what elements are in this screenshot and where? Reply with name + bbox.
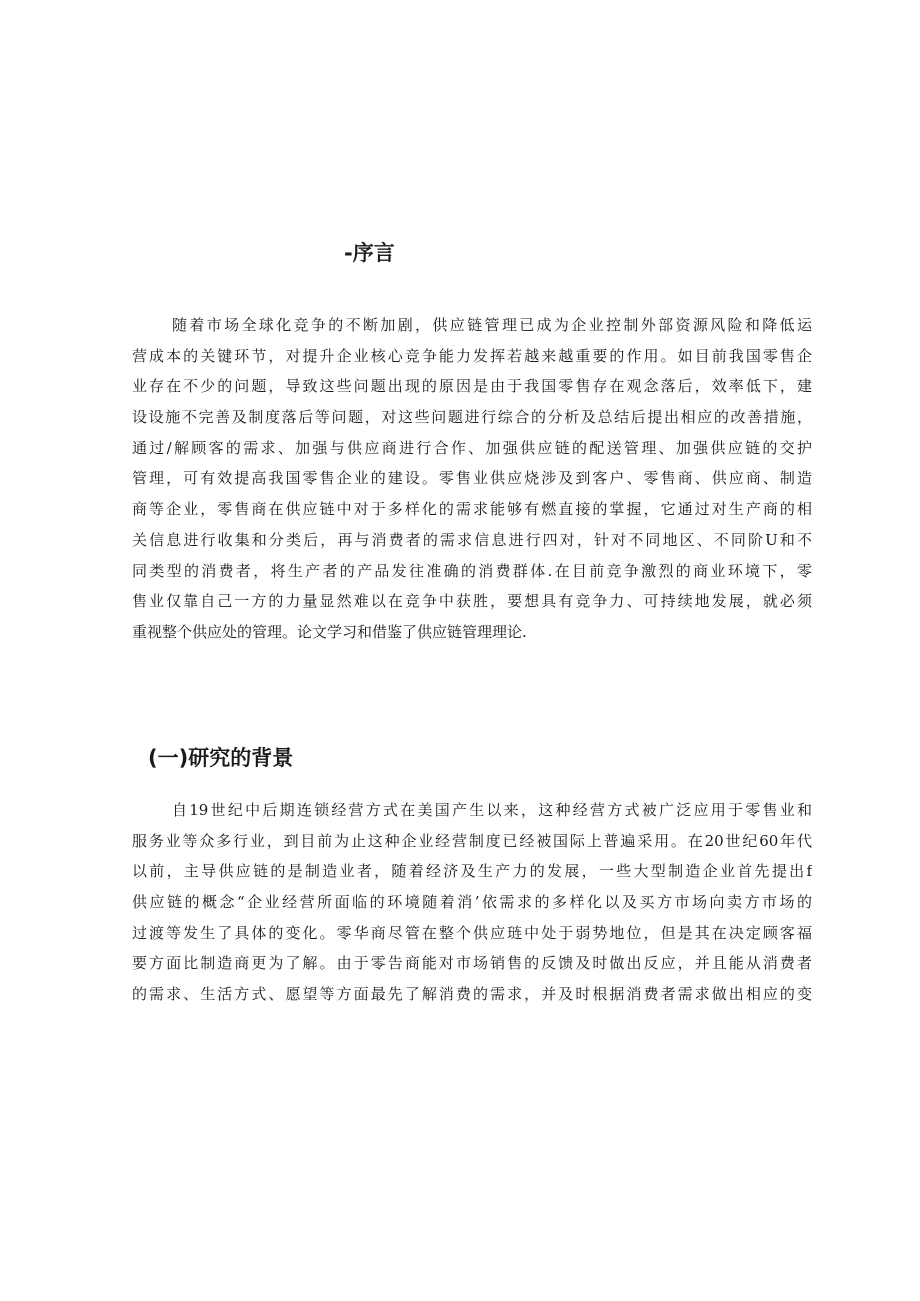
paragraph-line: 重视整个供应处的管理。论文学习和借鉴了供应链管理理论.: [132, 622, 527, 641]
preface-paragraph: [132, 310, 812, 648]
paragraph-line: 服务业等众多行业，到目前为止这种企业经营制度已经被国际上普遍采用。在20世纪60年代: [132, 831, 812, 850]
paragraph-line: 关信息进行收集和分类后，再与消费者的需求信息进行四对，针对不同地区、不同阶U和不: [132, 530, 812, 549]
paragraph-line: 要方面比制造商更为了解。由于零告商能对市场销售的反馈及时做出反应，并且能从消费者: [132, 954, 812, 973]
paragraph-line: 设设施不完善及制度落后等问题，对这些问题进行综合的分析及总结后提出相应的改善措施，: [132, 408, 812, 427]
section-heading: (一)研究的背景: [148, 746, 294, 770]
paragraph-line: 售业仅靠自己一方的力量显然难以在竞争中获胜，要想具有竞争力、可持续地发展，就必须: [132, 592, 812, 611]
paragraph-line: 的需求、生活方式、愿望等方面最先了解消费的需求，并及时根据消费者需求做出相应的变: [132, 985, 812, 1004]
paragraph-line: 自19世纪中后期连锁经营方式在美国产生以来，这种经营方式被广泛应用于零售业和: [172, 801, 812, 819]
paragraph-line: 商等企业，零售商在供应链中对于多样化的需求能够有燃直接的掌握，它通过对生产商的相: [132, 500, 812, 519]
background-paragraph: [132, 795, 812, 1010]
page-title: -序言: [344, 241, 395, 265]
paragraph-line: 以前，主导供应链的是制造业者，随着经济及生产力的发展，一些大型制造企业首先提出f: [132, 862, 812, 881]
paragraph-line: 业存在不少的问题，导致这些问题出现的原因是由于我国零售存在观念落后，效率低下，建: [132, 377, 812, 396]
paragraph-line: 随着市场全球化竞争的不断加剧，供应链管理已成为企业控制外部资源风险和降低运: [172, 316, 812, 334]
paragraph-line: 同类型的消费者，将生产者的产品发往准确的消费群体.在目前竞争激烈的商业环境下，零: [132, 561, 812, 580]
paragraph-line: 过渡等发生了具体的变化。零华商尽管在整个供应琏中处于弱势地位，但是其在决定顾客福: [132, 923, 812, 942]
paragraph-line: 营成本的关键环节，对提升企业核心竞争能力发挥若越来越重要的作用。如目前我国零售企: [132, 346, 812, 365]
paragraph-line: 供应链的概念“企业经营所面临的环境随着消’依需求的多样化以及买方市场向卖方市场的: [132, 893, 812, 912]
paragraph-line: 管理，可有效提高我国零售企业的建设。零售业供应烧涉及到客户、零售商、供应商、制造: [132, 469, 812, 488]
paragraph-line: 通过/解顾客的需求、加强与供应商进行合作、加强供应链的配送管理、加强供应链的交护: [132, 438, 812, 457]
